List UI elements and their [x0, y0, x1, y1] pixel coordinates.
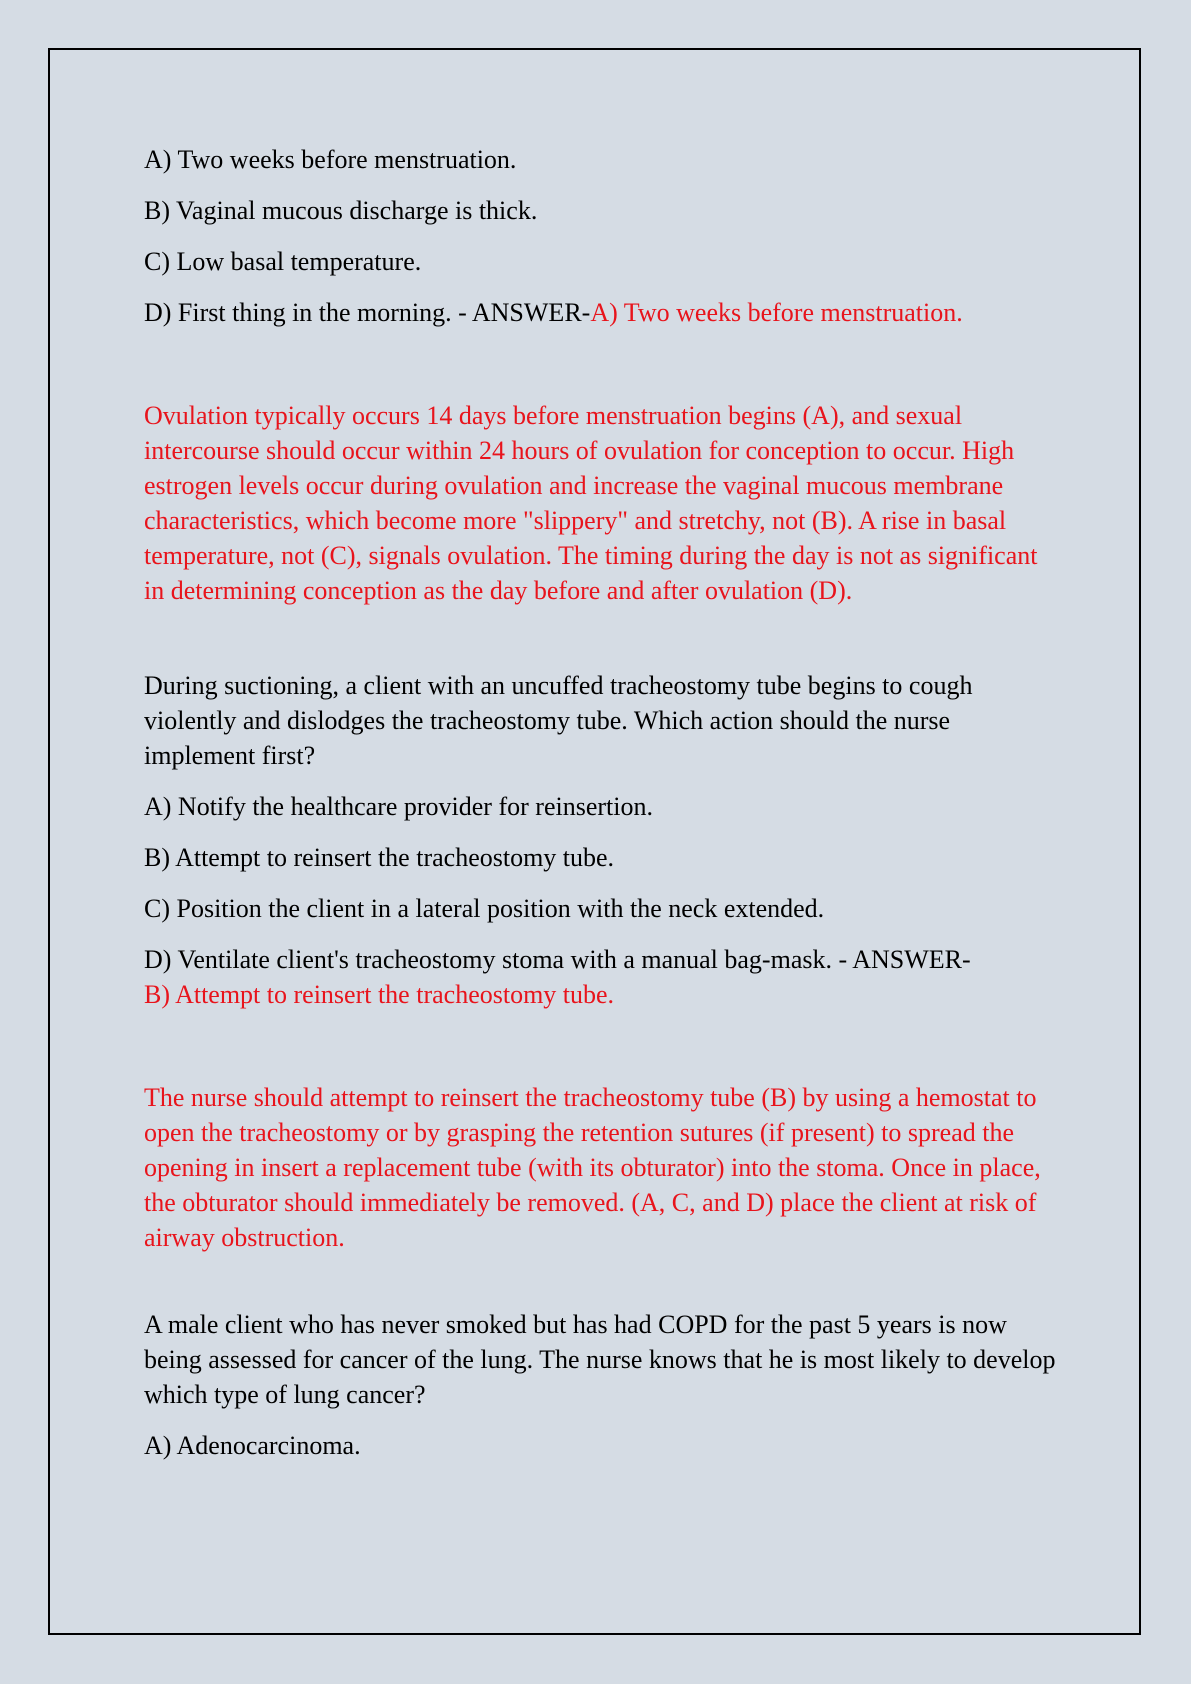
option-a: A) Two weeks before menstruation.	[144, 145, 517, 174]
option-c: C) Position the client in a lateral position with the neck extended.	[144, 894, 825, 923]
answer-text: B) Attempt to reinsert the tracheostomy tube.	[144, 980, 615, 1009]
question-stem: During suctioning, a client with an uncuffed tracheostomy tube begins to cough violently and dislodges the tracheostomy tube. Which action should the nurse implement first?	[144, 671, 973, 770]
question-3	[144, 1307, 1064, 1463]
option-c: C) Low basal temperature.	[144, 247, 422, 276]
option-b: B) Vaginal mucous discharge is thick.	[144, 196, 538, 225]
question-stem: A male client who has never smoked but has had COPD for the past 5 years is now being assessed for cancer of the lung. The nurse knows that he is most likely to develop which type of lung cancer?	[144, 1310, 1056, 1409]
rationale-1: Ovulation typically occurs 14 days before menstruation begins (A), and sexual intercourse should occur within 24 hours of ovulation for conception to occur. High estrogen levels occur during ovulation and increase the vaginal mucous membrane characteristics, which become more "slippery" and stretchy, not (B). A rise in basal temperature, not (C), signals ovulation. The timing during the day is not as significant in determining conception as the day before and after ovulation (D).	[144, 401, 1038, 605]
option-a: A) Notify the healthcare provider for reinsertion.	[144, 792, 653, 821]
option-d	[144, 942, 1064, 1012]
option-a: A) Adenocarcinoma.	[144, 1431, 361, 1460]
option-d-text: D) First thing in the morning. - ANSWER-	[144, 298, 591, 327]
option-d	[144, 295, 1064, 330]
question-1	[144, 142, 1064, 330]
rationale-2: The nurse should attempt to reinsert the tracheostomy tube (B) by using a hemostat to open the tracheostomy or by grasping the retention sutures (if present) to spread the opening in insert a replacement tube (with its obturator) into the stoma. Once in place, the obturator should immediately be removed. (A, C, and D) place the client at risk of airway obstruction.	[144, 1083, 1041, 1252]
document-body	[144, 142, 1064, 1479]
answer-text: A) Two weeks before menstruation.	[590, 298, 963, 327]
option-b: B) Attempt to reinsert the tracheostomy tube.	[144, 843, 615, 872]
question-2	[144, 668, 1064, 1012]
option-d-text: D) Ventilate client's tracheostomy stoma with a manual bag-mask. - ANSWER-	[144, 945, 971, 974]
